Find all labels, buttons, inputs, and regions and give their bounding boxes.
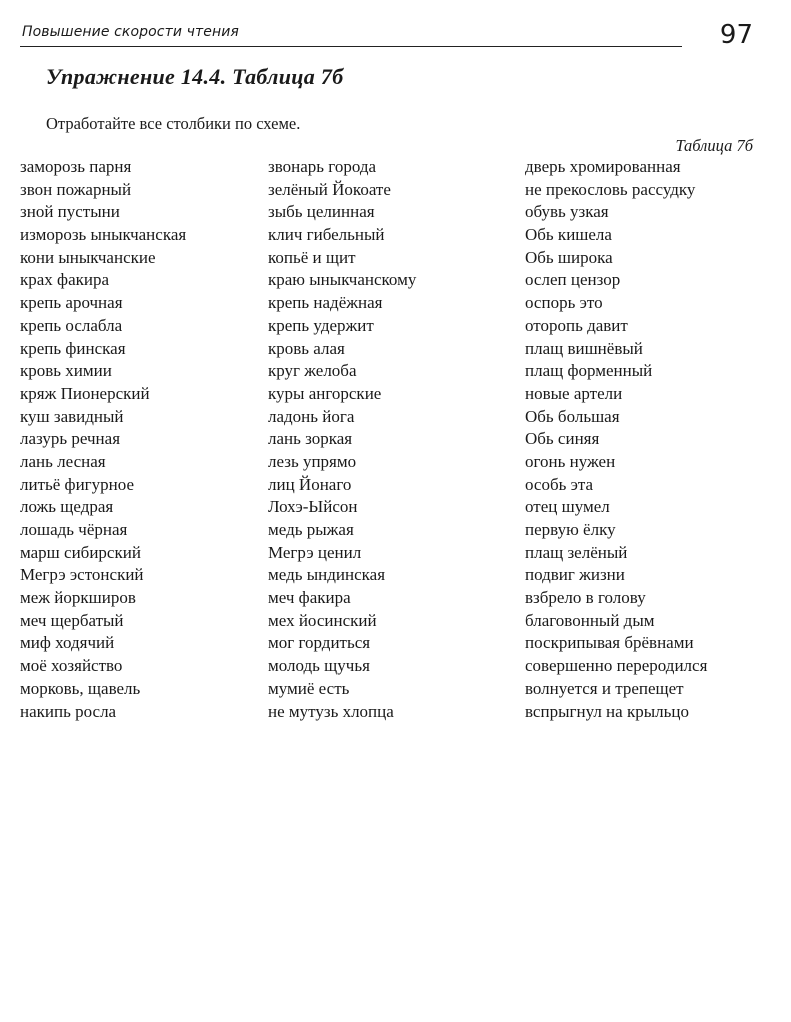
word-pair: литьё фигурное — [20, 474, 134, 494]
word-pair: меж йоркширов — [20, 588, 136, 608]
word-pair: миф ходячий — [20, 633, 115, 653]
word-pair: обувь узкая — [525, 202, 609, 222]
word-pair: взбрело в голову — [525, 588, 646, 608]
word-pair: благовонный дым — [525, 610, 655, 630]
word-pair: лезь упрямо — [268, 451, 357, 471]
word-pair: зной пустыни — [20, 202, 120, 222]
word-pair: лань лесная — [20, 451, 106, 471]
word-pair: куры ангорские — [268, 383, 382, 403]
word-pair: лиц Йонаго — [268, 474, 352, 494]
word-pair: лань зоркая — [268, 429, 353, 449]
word-pair: медь ындинская — [268, 565, 386, 585]
word-pair: крепь удержит — [268, 315, 374, 335]
word-pair: краю ыныкчанскому — [268, 270, 417, 290]
word-pair: дверь хромированная — [525, 157, 681, 176]
word-pair: моё хозяйство — [20, 656, 123, 676]
word-pair: куш завидный — [20, 406, 124, 426]
word-pair: марш сибирский — [20, 542, 141, 562]
word-pair: вспрыгнул на крыльцо — [525, 701, 689, 721]
page-number: 97 — [719, 20, 753, 50]
word-pair: звон пожарный — [20, 179, 132, 199]
word-pair: совершенно переродился — [525, 656, 708, 676]
word-pair: ложь щедрая — [20, 497, 114, 517]
word-pair: отец шумел — [525, 497, 610, 517]
word-pair: Обь синяя — [525, 429, 600, 449]
word-pair: кряж Пионерский — [20, 383, 150, 403]
word-pair: накипь росла — [20, 701, 117, 721]
word-pair: Мегрэ ценил — [268, 542, 362, 562]
word-pair: Обь большая — [525, 406, 620, 426]
word-pair: не прекословь рассудку — [525, 179, 696, 199]
word-pair: лошадь чёрная — [20, 520, 128, 539]
word-pair: плащ форменный — [525, 361, 653, 381]
word-pair: мог гордиться — [268, 633, 371, 653]
word-pair: зелёный Йокоате — [268, 179, 391, 199]
word-pair: крепь финская — [20, 338, 126, 358]
word-pair: крах факира — [20, 270, 110, 290]
word-pair: особь эта — [525, 474, 594, 494]
word-pair: Мегрэ эстонский — [20, 565, 144, 585]
table-label: Таблица 7б — [675, 136, 753, 155]
word-pair: Обь широка — [525, 247, 613, 267]
word-pair: круг желоба — [268, 361, 357, 381]
word-pair: огонь нужен — [525, 451, 616, 471]
instruction-text: Отработайте все столбики по схеме. — [46, 114, 301, 133]
word-pair: новые артели — [525, 383, 623, 403]
word-pair: медь рыжая — [268, 520, 354, 539]
word-pair: звонарь города — [268, 157, 377, 176]
word-pair: зыбь целинная — [268, 202, 375, 222]
word-pair: молодь щучья — [268, 656, 370, 676]
word-pair: кровь алая — [268, 338, 345, 358]
word-pair: поскрипывая брёвнами — [525, 633, 694, 653]
word-pair: изморозь ыныкчанская — [20, 225, 187, 245]
word-pair: Обь кишела — [525, 225, 612, 245]
word-pair: плащ вишнёвый — [525, 338, 643, 358]
word-column-3 — [525, 156, 707, 723]
word-pair: крепь ослабла — [20, 315, 123, 335]
word-pair: ослеп цензор — [525, 270, 621, 290]
word-pair: ладонь йога — [268, 406, 355, 426]
word-pair: волнуется и трепещет — [525, 678, 684, 698]
word-pair: кони ыныкчанские — [20, 247, 156, 267]
word-pair: подвиг жизни — [525, 565, 625, 585]
running-header — [20, 22, 682, 47]
word-pair: клич гибельный — [268, 225, 385, 245]
word-pair: морковь, щавель — [20, 678, 141, 698]
exercise-title: Упражнение 14.4. Таблица 7б — [46, 64, 344, 89]
word-column-2 — [268, 156, 416, 723]
word-pair: крепь надёжная — [268, 293, 383, 313]
word-pair: оспорь это — [525, 293, 603, 313]
word-column-1 — [20, 156, 186, 723]
word-pair: мех йосинский — [268, 610, 377, 630]
word-pair: меч щербатый — [20, 610, 124, 630]
word-pair: лазурь речная — [20, 429, 121, 449]
word-pair: Лохэ-Ыйсон — [268, 497, 358, 517]
word-pair: заморозь парня — [20, 157, 132, 176]
word-pair: оторопь давит — [525, 315, 628, 335]
word-pair: первую ёлку — [525, 520, 616, 539]
word-pair: крепь арочная — [20, 293, 123, 313]
word-pair: не мутузь хлопца — [268, 701, 394, 721]
word-pair: мумиё есть — [268, 678, 350, 698]
word-pair: меч факира — [268, 588, 351, 608]
word-pair: копьё и щит — [268, 247, 356, 267]
word-pair: кровь химии — [20, 361, 112, 381]
running-title: Повышение скорости чтения — [22, 24, 239, 40]
word-pair: плащ зелёный — [525, 542, 628, 562]
